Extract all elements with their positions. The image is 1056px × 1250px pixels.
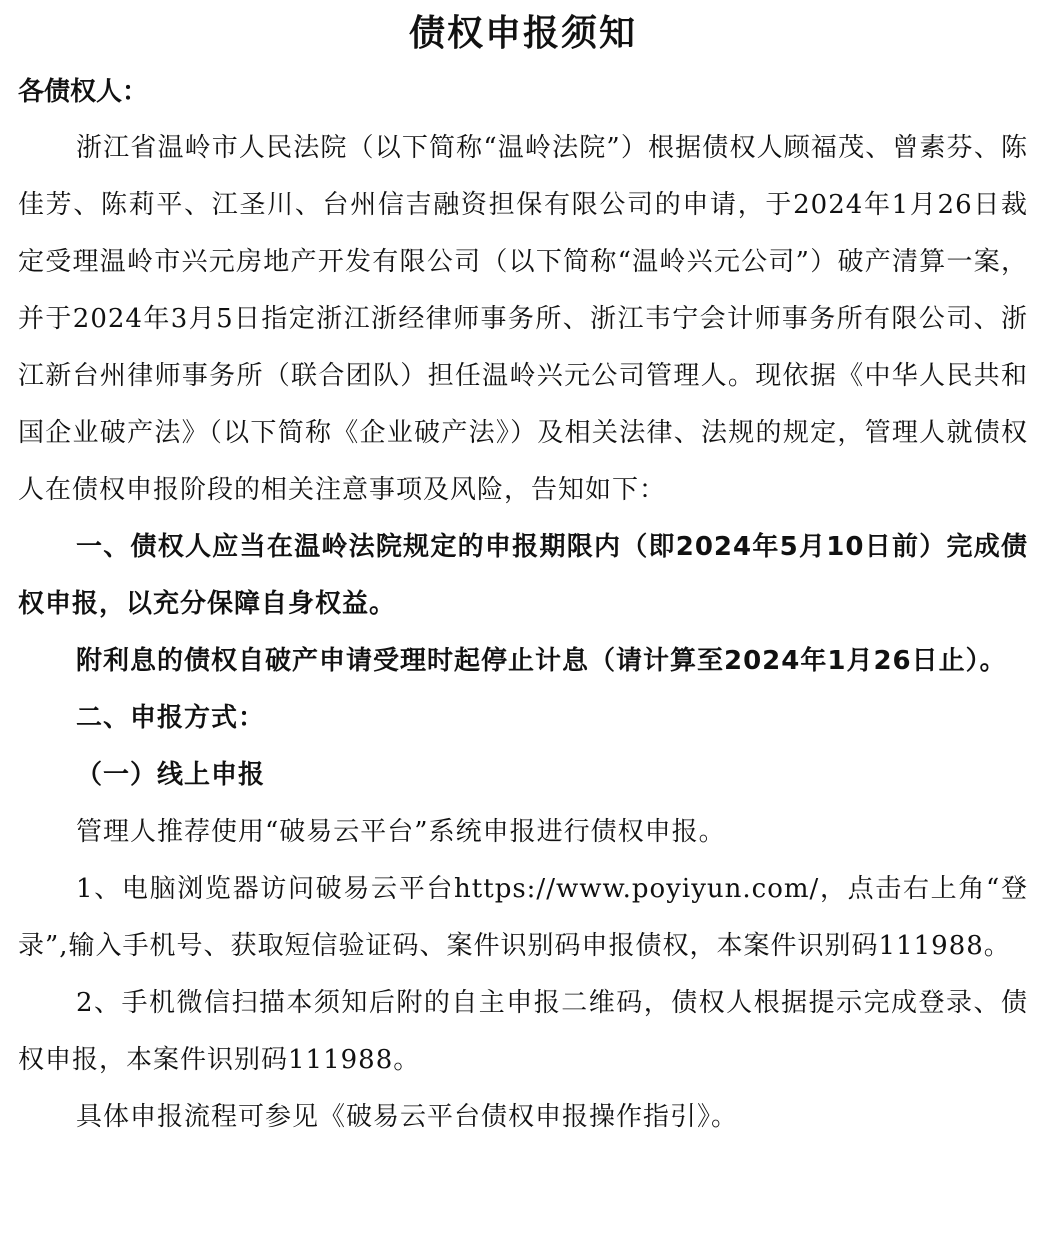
subsection-heading-online: （一）线上申报 bbox=[76, 760, 266, 790]
salutation: 各债权人： bbox=[18, 77, 149, 107]
platform-recommendation: 管理人推荐使用“破易云平台”系统申报进行债权申报。 bbox=[76, 817, 726, 847]
deadline-paragraph: 一、债权人应当在温岭法院规定的申报期限内（即2024年5月10日前）完成债权申报，以充分保障自身权益。 bbox=[18, 532, 1028, 619]
intro-paragraph: 浙江省温岭市人民法院（以下简称“温岭法院”）根据债权人顾福茂、曾素芬、陈佳芳、陈莉平、江圣川、台州信吉融资担保有限公司的申请，于2024年1月26日裁定受理温岭市兴元房地产开发有限公司（以下简称“温岭兴元公司”）破产清算一案，并于2024年3月5日指定浙江浙经律师事务所、浙江韦宁会计师事务所有限公司、浙江新台州律师事务所（联合团队）担任温岭兴元公司管理人。现依据《中华人民共和国企业破产法》（以下简称《企业破产法》）及相关法律、法规的规定，管理人就债权人在债权申报阶段的相关注意事项及风险，告知如下： bbox=[18, 133, 1028, 505]
document-title: 债权申报须知 bbox=[408, 13, 637, 54]
guide-reference: 具体申报流程可参见《破易云平台债权申报操作指引》。 bbox=[76, 1102, 739, 1132]
interest-paragraph: 附利息的债权自破产申请受理时起停止计息（请计算至2024年1月26日止）。 bbox=[76, 646, 1007, 676]
step-1-paragraph: 1、电脑浏览器访问破易云平台https://www.poyiyun.com/，点击右上角“登录”,输入手机号、获取短信验证码、案件识别码申报债权，本案件识别码111988。 bbox=[18, 874, 1028, 961]
section-heading-methods: 二、申报方式： bbox=[76, 703, 266, 733]
step-2-paragraph: 2、手机微信扫描本须知后附的自主申报二维码，债权人根据提示完成登录、债权申报，本案件识别码111988。 bbox=[18, 988, 1028, 1075]
